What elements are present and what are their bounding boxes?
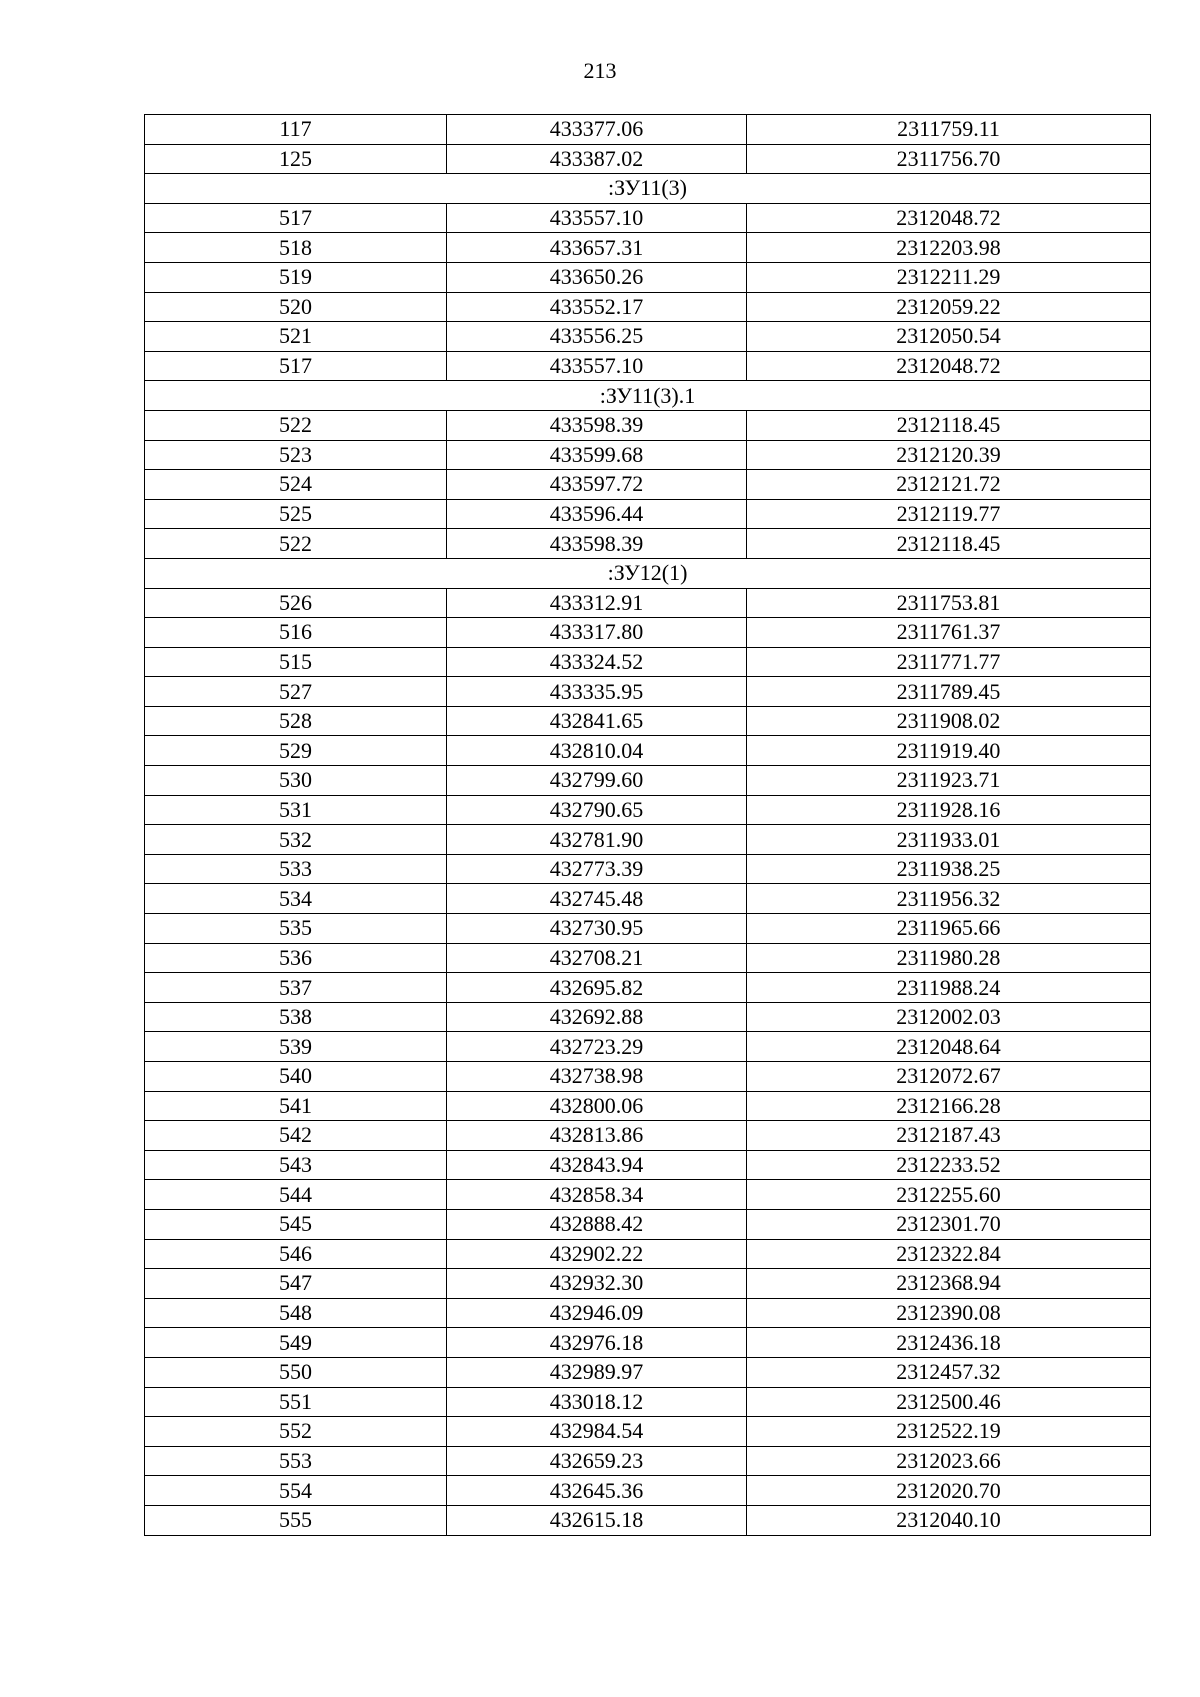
point-number-cell: 548 — [145, 1298, 447, 1328]
x-coordinate-cell: 433657.31 — [447, 233, 747, 263]
x-coordinate-cell: 432813.86 — [447, 1121, 747, 1151]
y-coordinate-cell: 2312121.72 — [747, 470, 1151, 500]
x-coordinate-cell: 433598.39 — [447, 529, 747, 559]
table-row — [145, 1417, 1151, 1447]
table-row — [145, 884, 1151, 914]
table-row — [145, 825, 1151, 855]
x-coordinate-cell: 432946.09 — [447, 1298, 747, 1328]
y-coordinate-cell: 2312187.43 — [747, 1121, 1151, 1151]
y-coordinate-cell: 2312120.39 — [747, 440, 1151, 470]
table-row — [145, 1091, 1151, 1121]
point-number-cell: 522 — [145, 410, 447, 440]
x-coordinate-cell: 432984.54 — [447, 1417, 747, 1447]
point-number-cell: 552 — [145, 1417, 447, 1447]
point-number-cell: 535 — [145, 914, 447, 944]
y-coordinate-cell: 2311938.25 — [747, 854, 1151, 884]
point-number-cell: 529 — [145, 736, 447, 766]
y-coordinate-cell: 2312059.22 — [747, 292, 1151, 322]
table-row — [145, 144, 1151, 174]
point-number-cell: 117 — [145, 115, 447, 145]
x-coordinate-cell: 432858.34 — [447, 1180, 747, 1210]
x-coordinate-cell: 432810.04 — [447, 736, 747, 766]
x-coordinate-cell: 432799.60 — [447, 766, 747, 796]
point-number-cell: 554 — [145, 1476, 447, 1506]
point-number-cell: 534 — [145, 884, 447, 914]
table-row — [145, 1032, 1151, 1062]
x-coordinate-cell: 433552.17 — [447, 292, 747, 322]
x-coordinate-cell: 433597.72 — [447, 470, 747, 500]
table-row — [145, 115, 1151, 145]
table-row — [145, 440, 1151, 470]
x-coordinate-cell: 432888.42 — [447, 1209, 747, 1239]
y-coordinate-cell: 2312020.70 — [747, 1476, 1151, 1506]
y-coordinate-cell: 2311965.66 — [747, 914, 1151, 944]
x-coordinate-cell: 432800.06 — [447, 1091, 747, 1121]
x-coordinate-cell: 432615.18 — [447, 1505, 747, 1535]
table-row — [145, 203, 1151, 233]
point-number-cell: 543 — [145, 1150, 447, 1180]
section-header-row — [145, 381, 1151, 411]
point-number-cell: 549 — [145, 1328, 447, 1358]
y-coordinate-cell: 2312048.72 — [747, 351, 1151, 381]
y-coordinate-cell: 2311980.28 — [747, 943, 1151, 973]
x-coordinate-cell: 432645.36 — [447, 1476, 747, 1506]
section-label: :ЗУ12(1) — [145, 558, 1151, 588]
x-coordinate-cell: 432659.23 — [447, 1446, 747, 1476]
table-row — [145, 677, 1151, 707]
point-number-cell: 518 — [145, 233, 447, 263]
section-label: :ЗУ11(3).1 — [145, 381, 1151, 411]
x-coordinate-cell: 433377.06 — [447, 115, 747, 145]
table-row — [145, 1387, 1151, 1417]
table-row — [145, 943, 1151, 973]
table-row — [145, 766, 1151, 796]
x-coordinate-cell: 433335.95 — [447, 677, 747, 707]
point-number-cell: 525 — [145, 499, 447, 529]
y-coordinate-cell: 2311956.32 — [747, 884, 1151, 914]
y-coordinate-cell: 2311789.45 — [747, 677, 1151, 707]
point-number-cell: 542 — [145, 1121, 447, 1151]
x-coordinate-cell: 432695.82 — [447, 973, 747, 1003]
y-coordinate-cell: 2311759.11 — [747, 115, 1151, 145]
y-coordinate-cell: 2312522.19 — [747, 1417, 1151, 1447]
y-coordinate-cell: 2312233.52 — [747, 1150, 1151, 1180]
point-number-cell: 528 — [145, 706, 447, 736]
point-number-cell: 547 — [145, 1269, 447, 1299]
x-coordinate-cell: 433557.10 — [447, 351, 747, 381]
table-row — [145, 1121, 1151, 1151]
y-coordinate-cell: 2311919.40 — [747, 736, 1151, 766]
y-coordinate-cell: 2312040.10 — [747, 1505, 1151, 1535]
point-number-cell: 533 — [145, 854, 447, 884]
table-row — [145, 795, 1151, 825]
x-coordinate-cell: 433557.10 — [447, 203, 747, 233]
point-number-cell: 537 — [145, 973, 447, 1003]
point-number-cell: 526 — [145, 588, 447, 618]
coordinates-table-body — [145, 115, 1151, 1536]
point-number-cell: 555 — [145, 1505, 447, 1535]
point-number-cell: 515 — [145, 647, 447, 677]
table-row — [145, 736, 1151, 766]
point-number-cell: 540 — [145, 1062, 447, 1092]
x-coordinate-cell: 432730.95 — [447, 914, 747, 944]
x-coordinate-cell: 432841.65 — [447, 706, 747, 736]
table-row — [145, 529, 1151, 559]
x-coordinate-cell: 432902.22 — [447, 1239, 747, 1269]
table-row — [145, 973, 1151, 1003]
table-row — [145, 1476, 1151, 1506]
x-coordinate-cell: 433018.12 — [447, 1387, 747, 1417]
y-coordinate-cell: 2312255.60 — [747, 1180, 1151, 1210]
point-number-cell: 539 — [145, 1032, 447, 1062]
point-number-cell: 530 — [145, 766, 447, 796]
section-header-row — [145, 558, 1151, 588]
y-coordinate-cell: 2312072.67 — [747, 1062, 1151, 1092]
table-row — [145, 1062, 1151, 1092]
y-coordinate-cell: 2312203.98 — [747, 233, 1151, 263]
y-coordinate-cell: 2312368.94 — [747, 1269, 1151, 1299]
y-coordinate-cell: 2312322.84 — [747, 1239, 1151, 1269]
y-coordinate-cell: 2312166.28 — [747, 1091, 1151, 1121]
y-coordinate-cell: 2311908.02 — [747, 706, 1151, 736]
x-coordinate-cell: 432708.21 — [447, 943, 747, 973]
table-row — [145, 1239, 1151, 1269]
table-row — [145, 1180, 1151, 1210]
x-coordinate-cell: 432692.88 — [447, 1002, 747, 1032]
y-coordinate-cell: 2312048.72 — [747, 203, 1151, 233]
point-number-cell: 550 — [145, 1357, 447, 1387]
table-row — [145, 410, 1151, 440]
table-row — [145, 292, 1151, 322]
x-coordinate-cell: 432976.18 — [447, 1328, 747, 1358]
point-number-cell: 524 — [145, 470, 447, 500]
x-coordinate-cell: 433312.91 — [447, 588, 747, 618]
point-number-cell: 531 — [145, 795, 447, 825]
y-coordinate-cell: 2311928.16 — [747, 795, 1151, 825]
x-coordinate-cell: 433650.26 — [447, 262, 747, 292]
coordinates-table — [144, 114, 1151, 1536]
x-coordinate-cell: 432781.90 — [447, 825, 747, 855]
table-row — [145, 854, 1151, 884]
point-number-cell: 523 — [145, 440, 447, 470]
y-coordinate-cell: 2312436.18 — [747, 1328, 1151, 1358]
section-label: :ЗУ11(3) — [145, 174, 1151, 204]
y-coordinate-cell: 2312500.46 — [747, 1387, 1151, 1417]
y-coordinate-cell: 2312457.32 — [747, 1357, 1151, 1387]
y-coordinate-cell: 2311933.01 — [747, 825, 1151, 855]
y-coordinate-cell: 2311923.71 — [747, 766, 1151, 796]
y-coordinate-cell: 2312390.08 — [747, 1298, 1151, 1328]
table-row — [145, 1209, 1151, 1239]
x-coordinate-cell: 433387.02 — [447, 144, 747, 174]
page-number: 213 — [583, 58, 617, 83]
x-coordinate-cell: 432932.30 — [447, 1269, 747, 1299]
point-number-cell: 517 — [145, 203, 447, 233]
x-coordinate-cell: 433596.44 — [447, 499, 747, 529]
point-number-cell: 527 — [145, 677, 447, 707]
table-row — [145, 647, 1151, 677]
point-number-cell: 546 — [145, 1239, 447, 1269]
y-coordinate-cell: 2312301.70 — [747, 1209, 1151, 1239]
x-coordinate-cell: 433599.68 — [447, 440, 747, 470]
x-coordinate-cell: 433317.80 — [447, 618, 747, 648]
table-row — [145, 914, 1151, 944]
table-row — [145, 1446, 1151, 1476]
table-row — [145, 1328, 1151, 1358]
point-number-cell: 536 — [145, 943, 447, 973]
point-number-cell: 520 — [145, 292, 447, 322]
section-header-row — [145, 174, 1151, 204]
x-coordinate-cell: 432843.94 — [447, 1150, 747, 1180]
point-number-cell: 519 — [145, 262, 447, 292]
y-coordinate-cell: 2311771.77 — [747, 647, 1151, 677]
y-coordinate-cell: 2311756.70 — [747, 144, 1151, 174]
table-row — [145, 618, 1151, 648]
y-coordinate-cell: 2312211.29 — [747, 262, 1151, 292]
x-coordinate-cell: 432989.97 — [447, 1357, 747, 1387]
table-row — [145, 233, 1151, 263]
x-coordinate-cell: 432790.65 — [447, 795, 747, 825]
table-row — [145, 706, 1151, 736]
point-number-cell: 522 — [145, 529, 447, 559]
point-number-cell: 545 — [145, 1209, 447, 1239]
table-row — [145, 1298, 1151, 1328]
x-coordinate-cell: 432745.48 — [447, 884, 747, 914]
y-coordinate-cell: 2312050.54 — [747, 322, 1151, 352]
y-coordinate-cell: 2312023.66 — [747, 1446, 1151, 1476]
x-coordinate-cell: 433324.52 — [447, 647, 747, 677]
table-row — [145, 588, 1151, 618]
table-row — [145, 499, 1151, 529]
point-number-cell: 517 — [145, 351, 447, 381]
x-coordinate-cell: 432723.29 — [447, 1032, 747, 1062]
point-number-cell: 551 — [145, 1387, 447, 1417]
table-row — [145, 1357, 1151, 1387]
x-coordinate-cell: 433598.39 — [447, 410, 747, 440]
table-row — [145, 351, 1151, 381]
point-number-cell: 521 — [145, 322, 447, 352]
table-row — [145, 1505, 1151, 1535]
y-coordinate-cell: 2312118.45 — [747, 529, 1151, 559]
y-coordinate-cell: 2312119.77 — [747, 499, 1151, 529]
y-coordinate-cell: 2311761.37 — [747, 618, 1151, 648]
table-row — [145, 470, 1151, 500]
y-coordinate-cell: 2312118.45 — [747, 410, 1151, 440]
table-row — [145, 262, 1151, 292]
table-row — [145, 1150, 1151, 1180]
table-row — [145, 322, 1151, 352]
x-coordinate-cell: 432773.39 — [447, 854, 747, 884]
y-coordinate-cell: 2312002.03 — [747, 1002, 1151, 1032]
point-number-cell: 538 — [145, 1002, 447, 1032]
table-row — [145, 1269, 1151, 1299]
table-row — [145, 1002, 1151, 1032]
x-coordinate-cell: 433556.25 — [447, 322, 747, 352]
y-coordinate-cell: 2311753.81 — [747, 588, 1151, 618]
point-number-cell: 516 — [145, 618, 447, 648]
x-coordinate-cell: 432738.98 — [447, 1062, 747, 1092]
y-coordinate-cell: 2312048.64 — [747, 1032, 1151, 1062]
point-number-cell: 125 — [145, 144, 447, 174]
point-number-cell: 544 — [145, 1180, 447, 1210]
point-number-cell: 553 — [145, 1446, 447, 1476]
point-number-cell: 532 — [145, 825, 447, 855]
y-coordinate-cell: 2311988.24 — [747, 973, 1151, 1003]
point-number-cell: 541 — [145, 1091, 447, 1121]
